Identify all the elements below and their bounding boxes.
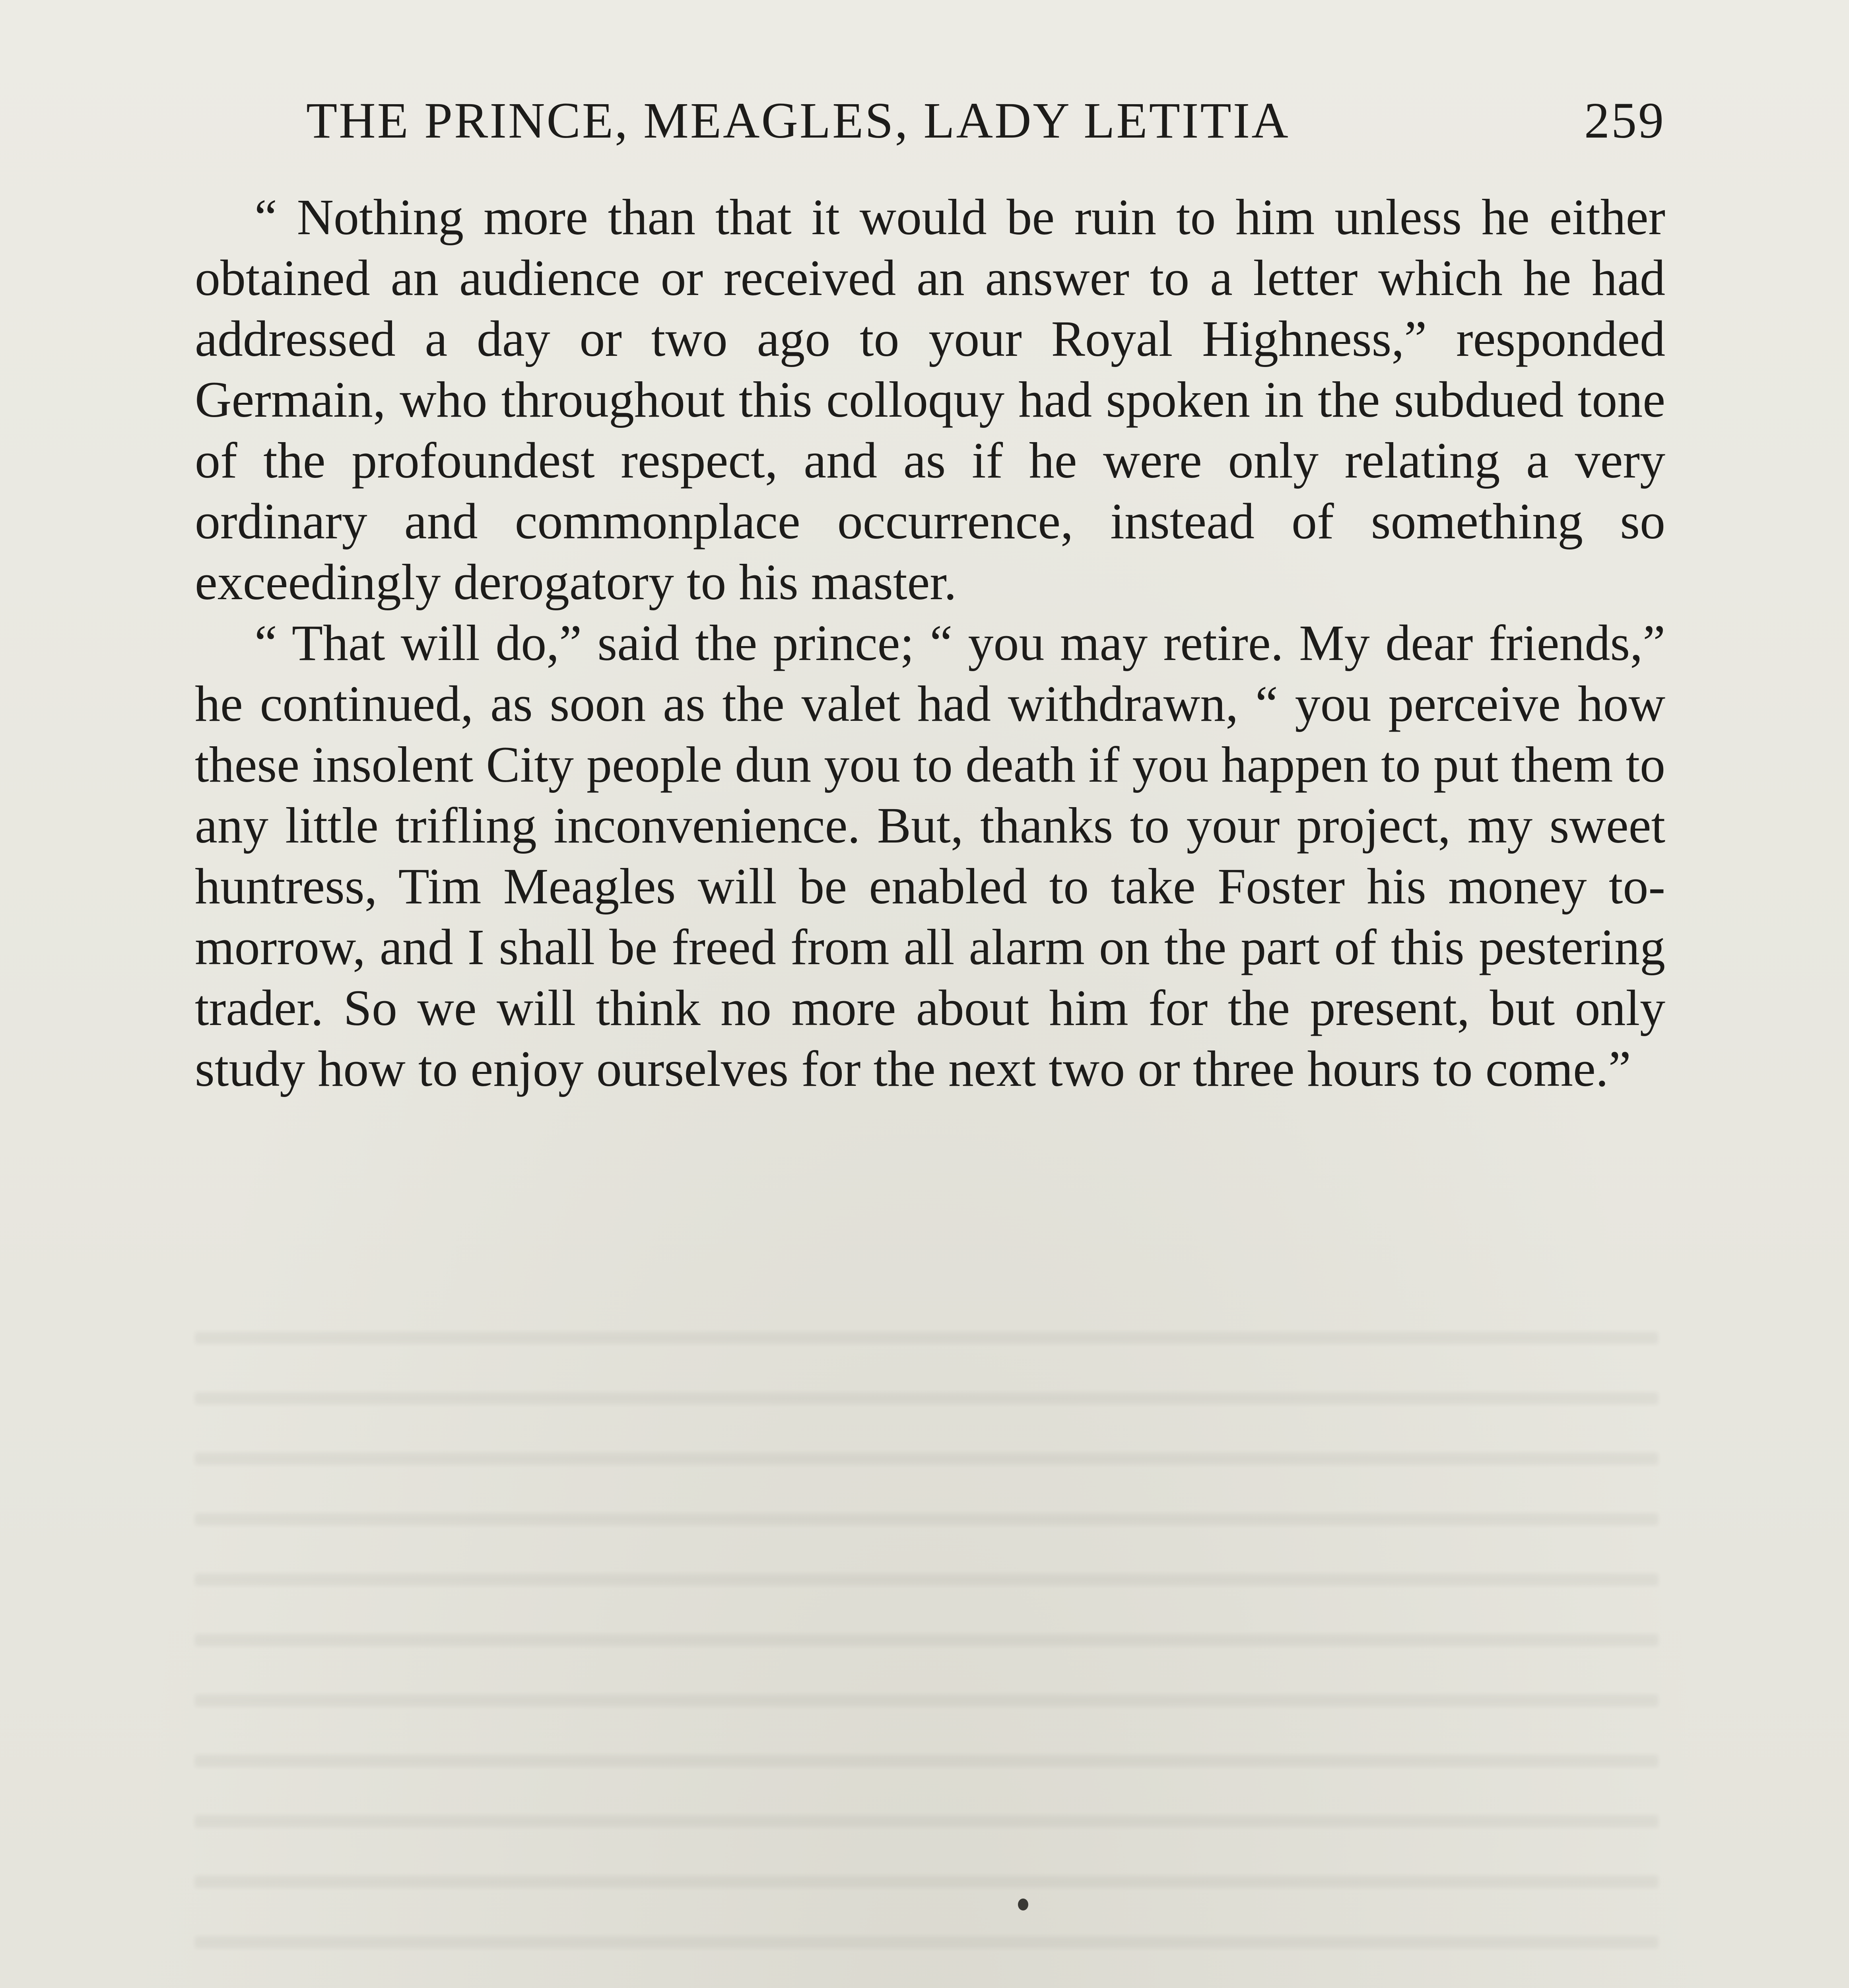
reverse-page-bleed-through <box>195 1296 1658 1988</box>
page-header <box>306 91 1665 155</box>
body-text <box>195 187 1665 1099</box>
paragraph-2: “ That will do,” said the prince; “ you may retire. My dear friends,” he continued, as soon as the valet had withdrawn, “ you perceive how these insolent City people dun you to death if you happen to put them to any little trifling inconvenience. But, thanks to your project, my sweet huntress, Tim Meagles will be enabled to take Foster his money to-morrow, and I shall be freed from all alarm on the part of this pestering trader. So we will think no more about him for the present, but only study how to enjoy ourselves for the next two or three hours to come.” <box>195 615 1665 1097</box>
page-number: 259 <box>1584 92 1665 149</box>
ink-speck <box>1018 1899 1028 1910</box>
paragraph-1: “ Nothing more than that it would be ruin to him unless he either obtained an audience or received an answer to a letter which he had addressed a day or two ago to your Royal Highness,” responded Germain, who throughout this colloquy had spoken in the subdued tone of the profoundest respect, and as if he were only relating a very ordinary and commonplace occurrence, instead of something so exceedingly derogatory to his master. <box>195 189 1665 610</box>
running-title: THE PRINCE, MEAGLES, LADY LETITIA <box>306 92 1290 149</box>
